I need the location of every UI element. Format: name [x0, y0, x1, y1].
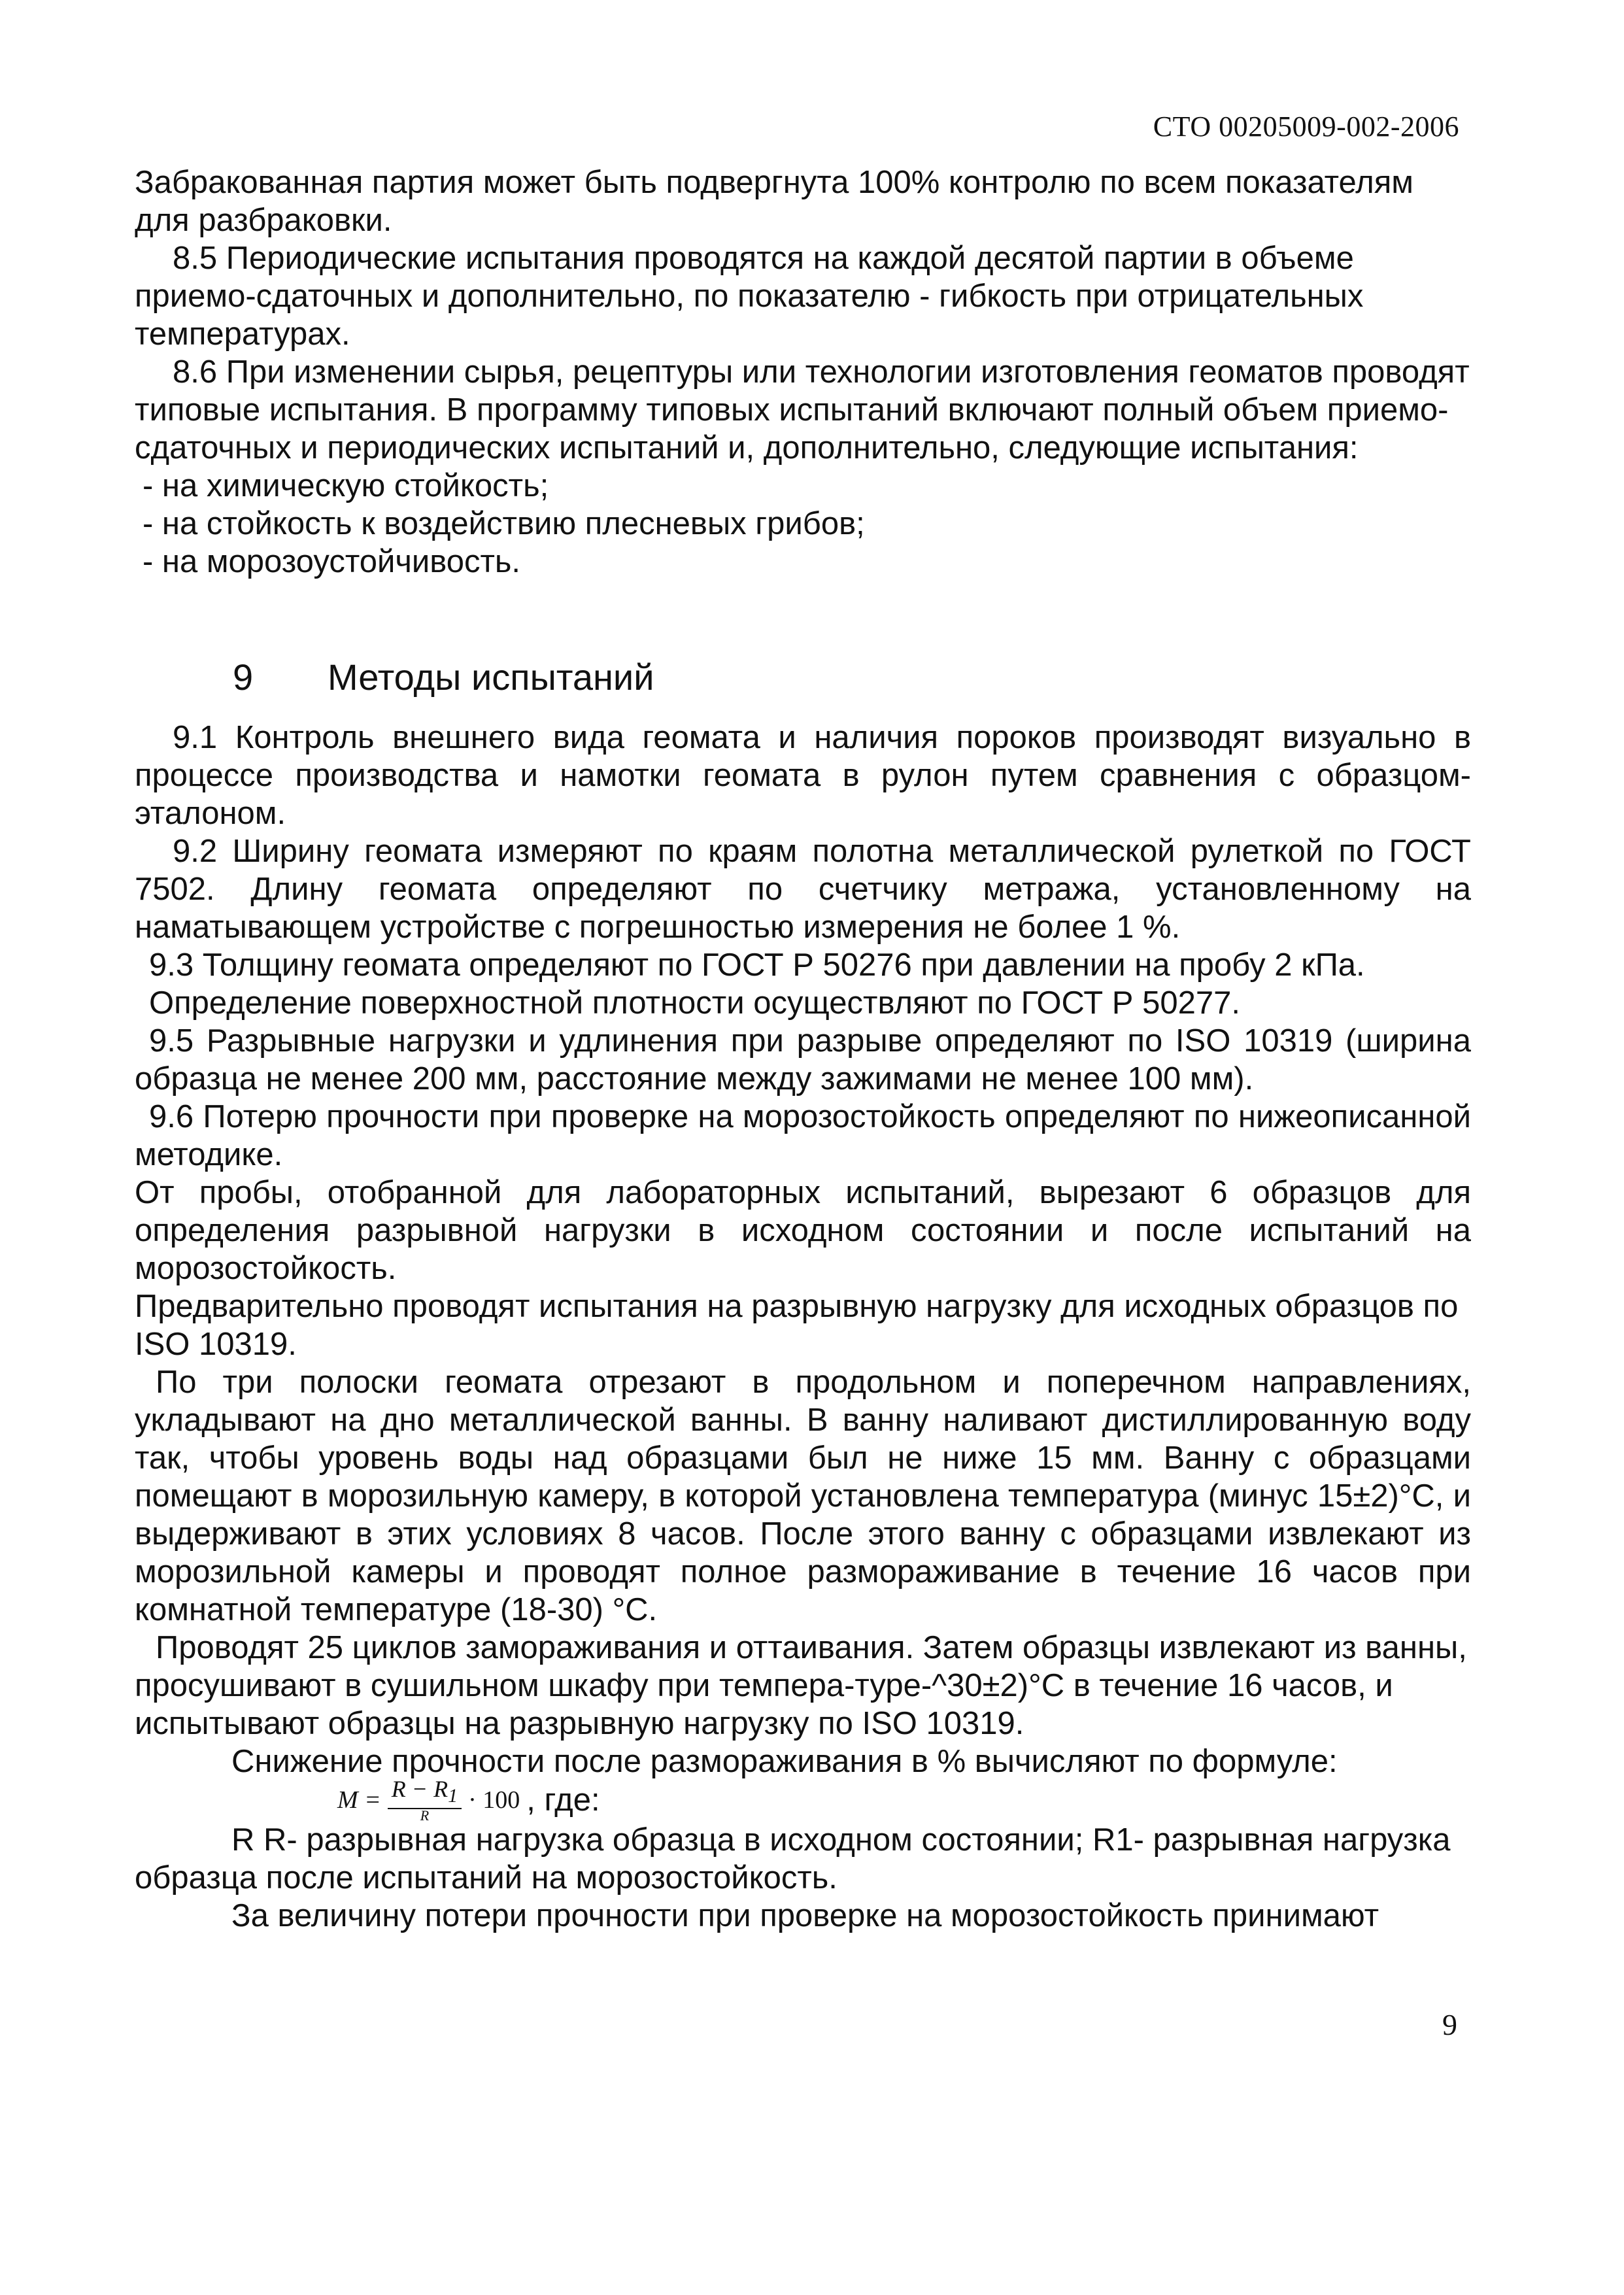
formula-subscript: 1: [448, 1785, 458, 1807]
formula-lhs: M =: [337, 1786, 381, 1814]
paragraph-9-2: 9.2 Ширину геомата измеряют по краям полотна металлической рулеткой по ГОСТ 7502. Длину геомата определяют по счетчику метража, установленному на наматывающем устройстве с погрешностью измерения не более 1 %.: [135, 834, 1471, 945]
page-number: 9: [1442, 2008, 1457, 2041]
list-item: - на стойкость к воздействию плесневых грибов;: [143, 506, 865, 541]
paragraph-9-6: 9.6 Потерю прочности при проверке на морозостойкость определяют по нижеописанной методике.: [135, 1099, 1471, 1172]
list-item: - на химическую стойкость;: [143, 468, 549, 503]
paragraph-9-1: 9.1 Контроль внешнего вида геомата и наличия пороков производят визуально в процессе производства и намотки геомата в рулон путем сравнения с образцом-эталоном.: [135, 720, 1471, 831]
formula-numerator: $R - R_1$: [388, 1778, 462, 1809]
paragraph-variable-definitions: R R- разрывная нагрузка образца в исходном состоянии; R1- разрывная нагрузка образца после испытаний на морозостойкость.: [135, 1822, 1451, 1896]
section-number: 9: [233, 656, 254, 698]
paragraph-freezing-procedure: По три полоски геомата отрезают в продольном и поперечном направлениях, укладывают на дно металлической ванны. В ванну наливают дистиллированную воду так, чтобы уровень воды над образцами был не ниже 15 мм. Ванну с образцами помещают в морозильную камеру, в которой установлена температура (минус 15±2)°С, и выдерживают в этих условиях 8 часов. После этого ванну с образцами извлекают из морозильной камеры и проводят полное размораживание в течение 16 часов при комнатной температуре (18-30) °С.: [135, 1365, 1471, 1627]
paragraph-9-5: 9.5 Разрывные нагрузки и удлинения при разрыве определяют по ISO 10319 (ширина образца не менее 200 мм, расстояние между зажимами не менее 100 мм).: [135, 1023, 1471, 1096]
document-code-header: СТО 00205009-002-2006: [1153, 110, 1459, 143]
paragraph-strength-loss-value: За величину потери прочности при проверке на морозостойкость принимают: [231, 1898, 1379, 1933]
paragraph-8-6: 8.6 При изменении сырья, рецептуры или технологии изготовления геоматов проводят типовые испытания. В программу типовых испытаний включают полный объем приемо-сдаточных и периодических испытаний и, дополнительно, следующие испытания:: [135, 354, 1470, 466]
paragraph-8-5: 8.5 Периодические испытания проводятся на каждой десятой партии в объеме приемо-сдаточных и дополнительно, по показателю - гибкость при отрицательных температурах.: [135, 241, 1364, 352]
paragraph-samples: От пробы, отобранной для лабораторных испытаний, вырезают 6 образцов для определения разрывной нагрузки в исходном состоянии и после испытаний на морозостойкость.: [135, 1175, 1471, 1286]
paragraph-cycles: Проводят 25 циклов замораживания и оттаивания. Затем образцы извлекают из ванны, просушивают в сушильном шкафу при темпера-туре-^30±2)°С в течение 16 часов, и испытывают образцы на разрывную нагрузку по ISO 10319.: [135, 1630, 1467, 1741]
paragraph-rejected-batch: Забракованная партия может быть подвергнута 100% контролю по всем показателям для разбраковки.: [135, 165, 1413, 238]
section-heading: [233, 656, 1471, 699]
paragraph-formula-intro: Снижение прочности после размораживания в % вычисляют по формуле:: [231, 1744, 1338, 1779]
document-body: [135, 163, 1471, 1935]
formula-denominator: R: [420, 1807, 430, 1824]
formula-factor: · 100: [468, 1786, 520, 1814]
list-item: - на морозоустойчивость.: [143, 544, 521, 579]
strength-loss-formula: [337, 1776, 1471, 1824]
paragraph-9-3: 9.3 Толщину геомата определяют по ГОСТ Р 50276 при давлении на пробу 2 кПа.: [149, 947, 1365, 983]
formula-fraction: [388, 1778, 462, 1822]
paragraph-9-3-density: Определение поверхностной плотности осуществляют по ГОСТ Р 50277.: [149, 985, 1240, 1021]
formula-after-text: , где:: [526, 1782, 600, 1818]
paragraph-preliminary-test: Предварительно проводят испытания на разрывную нагрузку для исходных образцов по ISO 10319.: [135, 1289, 1459, 1362]
section-title: Методы испытаний: [328, 656, 654, 698]
